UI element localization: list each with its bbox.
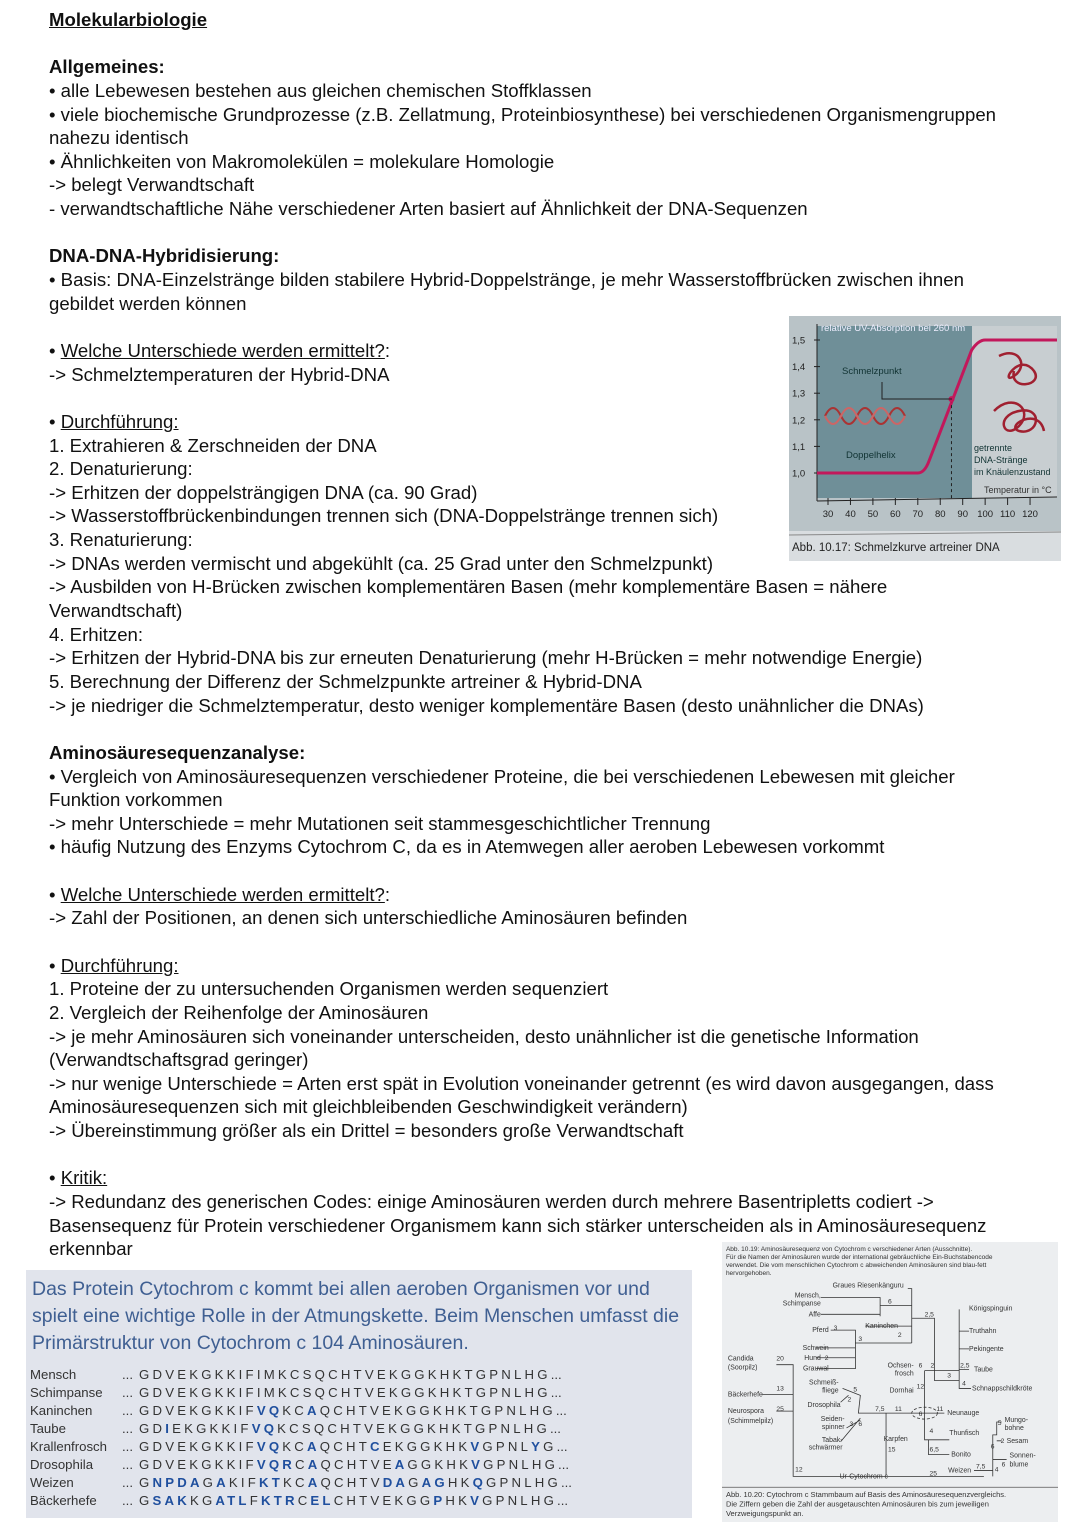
branch-length-label: 2 [930, 1362, 935, 1370]
text-line: -> DNAs werden vermischt und abgekühlt (ca. 25 Grad unter den Schmelzpunkt) [49, 552, 714, 574]
blank-line [49, 859, 996, 883]
x-axis-label: Temperatur in °C [984, 485, 1052, 495]
subsection-bullet: • [49, 954, 61, 976]
subsection-label: Welche Unterschiede werden ermittelt? [60, 339, 385, 361]
amino-acid-sequence: GNPDAGAKIFKTKCAQCHTVDAGAGHKQGPNLHG [139, 1475, 561, 1490]
text-line: Aminosäuresequenzen sich mit gleichbleibenden Geschwindigkeit verändern) [49, 1096, 688, 1118]
blank-line [49, 221, 996, 245]
ellipsis: ... [122, 1493, 133, 1508]
subsection-heading [49, 1166, 996, 1190]
amino-acid-sequence: GDVEKGKKIFIMKCSQCHTVEKGGKHKTGPNLHG [139, 1385, 551, 1400]
text-line: • alle Lebewesen bestehen aus gleichen chemischen Stoffklassen [49, 79, 592, 101]
text-line: 1. Extrahieren & Zerschneiden der DNA [49, 434, 377, 456]
branch-length-label: 15 [888, 1446, 896, 1454]
tree-species-label: Candida [727, 1355, 754, 1363]
sequence-row [30, 1420, 572, 1438]
sequence-row [30, 1456, 572, 1474]
figure-caption: Abb. 10.17: Schmelzkurve artreiner DNA [792, 542, 1000, 554]
tree-species-label: schwärmer [808, 1444, 843, 1452]
organism-name: Drosophila [30, 1457, 94, 1472]
text-line: (Verwandtschaftsgrad geringer) [49, 1049, 309, 1071]
text-line: -> Übereinstimmung größer als ein Drittel = besonders große Verwandtschaft [49, 1120, 684, 1142]
ellipsis: ... [549, 1421, 561, 1436]
text-line: -> je mehr Aminosäuren sich voneinander unterscheiden, desto unähnlicher ist die genetische Information [49, 1025, 919, 1047]
ellipsis: ... [550, 1367, 562, 1382]
tree-species-label: Pekingente [969, 1345, 1004, 1353]
tree-species-label: Ochsen- [887, 1362, 914, 1370]
tree-species-label: bohne [1004, 1424, 1024, 1432]
tree-species-label: Neunauge [947, 1410, 980, 1418]
blank-line [49, 717, 996, 741]
branch-length-label: 6,5 [929, 1446, 939, 1454]
tree-species-label: Drosophila [807, 1402, 841, 1410]
branch-length-label: 7,5 [875, 1406, 885, 1414]
text-line: -> Erhitzen der doppelsträngigen DNA (ca. 90 Grad) [49, 481, 478, 503]
sequence-table [30, 1366, 572, 1510]
branch-length-label: 3 [849, 1420, 854, 1428]
branch-length-label: 4 [994, 1466, 999, 1474]
tree-species-label: Königspinguin [969, 1305, 1013, 1313]
ellipsis: ... [122, 1421, 133, 1436]
text-line: • häufig Nutzung des Enzyms Cytochrom C, da es in Atemwegen aller aeroben Lebewesen vorkommt [49, 836, 885, 858]
tree-species-label: Kaninchen [865, 1323, 898, 1331]
tree-species-label: Bäckerhefe [727, 1391, 763, 1399]
ellipsis: ... [122, 1439, 133, 1454]
sequence-row [30, 1366, 572, 1384]
branch-length-label: 6 [1001, 1461, 1006, 1469]
text-line: Basensequenz für Protein verschiedener Organismem kann sich stärker unterscheiden als in Aminosäuresequenz [49, 1214, 987, 1236]
section-heading: Aminosäuresequenzanalyse: [49, 741, 306, 763]
tree-species-label: Hund [804, 1354, 821, 1362]
branch-length-label: 2 [824, 1354, 829, 1362]
branch-length-label: 2,5 [960, 1362, 970, 1370]
tree-species-label: Ur-Cytochrom c [839, 1473, 889, 1481]
text-line: nahezu identisch [49, 127, 189, 149]
branch-length-label: 5 [997, 1419, 1002, 1427]
x-tick-label: 120 [1022, 509, 1038, 520]
melting-curve-figure [789, 316, 1061, 561]
tree-species-label: Bonito [951, 1451, 971, 1459]
y-tick-label: 1,5 [792, 335, 806, 347]
y-tick-label: 1,4 [792, 362, 806, 374]
text-line: -> Erhitzen der Hybrid-DNA bis zur erneuten Denaturierung (mehr H-Brücken = mehr notwendige Energie) [49, 647, 923, 669]
branch-length-label: 12 [795, 1466, 803, 1474]
y-axis-label: relative UV-Absorption bei 260 nm [821, 323, 966, 334]
branch-length-label: 25 [929, 1470, 938, 1478]
subsection-bullet: • [49, 1167, 61, 1189]
branch-length-label: 2 [897, 1332, 902, 1340]
branch-length-label: 11 [894, 1406, 902, 1414]
tree-species-label: Neurospora [727, 1408, 765, 1416]
document-body [49, 8, 996, 1261]
cytochrome-sequence-figure [26, 1270, 692, 1518]
branch-length-label: 2 [847, 1396, 852, 1404]
organism-name: Taube [30, 1421, 66, 1436]
y-tick-label: 1,2 [792, 415, 806, 427]
organism-name: Schimpanse [30, 1385, 103, 1400]
x-tick-label: 50 [867, 509, 879, 520]
tree-species-label: Taube [974, 1366, 993, 1374]
tree-species-label: (Soorpilz) [727, 1364, 758, 1372]
subsection-heading [49, 954, 996, 978]
subsection-bullet: • [49, 883, 61, 905]
ellipsis: ... [558, 1457, 570, 1472]
amino-acid-sequence: GDVEKGKKIFVQKCAQCHTCEKGGKHKVGPNLYG [139, 1439, 557, 1454]
branch-length-label: 13 [776, 1385, 784, 1393]
ellipsis: ... [550, 1385, 562, 1400]
amino-acid-sequence: GDVEKGKKIFVQKCAQCHTVEKGGKHKTGPNLHG [139, 1403, 556, 1418]
tree-species-label: Schnappschildkröte [972, 1385, 1033, 1393]
branch-length-label: 3 [833, 1325, 838, 1333]
tree-species-label: Graues Riesenkänguru [832, 1282, 904, 1290]
melting-point-label: Schmelzpunkt [842, 366, 902, 377]
text-line: -> Redundanz des generischen Codes: einige Aminosäuren werden durch mehrere Basentripletts codiert -> [49, 1191, 934, 1213]
tree-species-label: Tabak- [821, 1436, 843, 1444]
blank-line [49, 1143, 996, 1167]
tree-species-label: Truthahn [969, 1328, 997, 1336]
subsection-bullet: • [49, 339, 61, 361]
branch-length-label: 7,5 [975, 1463, 986, 1471]
figure-caption-top: Abb. 10.19: Aminosäuresequenz von Cytochrom c verschiedener Arten (Ausschnitte). [725, 1246, 973, 1254]
text-line: Funktion vorkommen [49, 789, 223, 811]
phylogenetic-tree-figure [722, 1242, 1058, 1522]
y-tick-label: 1,1 [792, 441, 806, 453]
organism-name: Krallenfrosch [30, 1439, 107, 1454]
ellipsis: ... [557, 1493, 569, 1508]
branch-length-label: 4 [962, 1380, 966, 1388]
tree-species-label: Dornhai [889, 1387, 914, 1395]
figure-caption-top: hervorgehoben. [725, 1269, 772, 1277]
branch-length-label: 6 [888, 1298, 892, 1306]
tree-species-label: Pferd [812, 1327, 829, 1335]
figure-caption-bottom: Die Ziffern geben die Zahl der ausgetauschten Aminosäuren bis zum jeweiligen [725, 1499, 989, 1509]
text-line: -> nur wenige Unterschiede = Arten erst spät in Evolution voneinander getrennt (es wird davon ausgegangen, dass [49, 1072, 994, 1094]
text-line: -> je niedriger die Schmelztemperatur, desto weniger komplementäre Basen (desto unähnlicher die DNAs) [49, 694, 924, 716]
x-tick-label: 30 [822, 509, 834, 520]
branch-length-label: 12 [916, 1383, 925, 1391]
text-line: • viele biochemische Grundprozesse (z.B. Zellatmung, Proteinbiosynthese) bei verschiedenen Organismengruppen [49, 103, 997, 125]
subsection-bullet: • [49, 410, 61, 432]
ellipsis: ... [122, 1385, 133, 1400]
y-tick-label: 1,0 [792, 468, 806, 480]
figure-caption-bottom: Abb. 10.20: Cytochrom c Stammbaum auf Basis des Aminosäuresequenzvergleichs. [725, 1490, 1007, 1500]
text-line: • Basis: DNA-Einzelstränge bilden stabilere Hybrid-Doppelstränge, je mehr Wasserstoffbrücken zwischen ihnen [49, 269, 964, 291]
amino-acid-sequence: GDVEKGKKIFVQRCAQCHTVEAGGKHKVGPNLHG [139, 1457, 559, 1472]
amino-acid-sequence: GSAKKGATLFKTRCELCHTVEKGGPHKVGPNLHG [139, 1493, 558, 1508]
text-line: Verwandtschaft) [49, 600, 183, 622]
tree-species-label: Affe [808, 1311, 821, 1319]
sequence-row [30, 1474, 572, 1492]
separated-label-3: im Knäulenzustand [974, 467, 1051, 477]
branch-length-label: 3 [858, 1335, 863, 1343]
text-line: • Ähnlichkeiten von Makromolekülen = molekulare Homologie [49, 150, 555, 172]
x-tick-label: 80 [934, 509, 946, 520]
tree-species-label: Karpfen [883, 1435, 908, 1443]
text-line: -> belegt Verwandtschaft [49, 174, 255, 196]
branch-length-label: 4 [929, 1427, 934, 1435]
section-heading: Allgemeines: [49, 56, 165, 78]
branch-length-label: 6 [918, 1411, 923, 1419]
figure-caption-bottom: Verzweigungspunkt an. [725, 1508, 804, 1518]
ellipsis: ... [556, 1439, 568, 1454]
figure-caption-top: Für die Namen der Aminosäuren wurde der international gebräuchliche Ein-Buchstabencode [725, 1253, 993, 1261]
subsection-label: Durchführung: [60, 954, 179, 976]
text-line: 3. Renaturierung: [49, 529, 193, 551]
text-line: - verwandtschaftliche Nähe verschiedener Arten basiert auf Ähnlichkeit der DNA-Sequenzen [49, 198, 808, 220]
sequence-row [30, 1438, 572, 1456]
tree-species-label: Grauwal [803, 1365, 829, 1373]
tree-species-label: Sesam [1006, 1437, 1029, 1445]
x-tick-label: 40 [845, 509, 856, 520]
text-line: 2. Vergleich der Reihenfolge der Aminosäuren [49, 1001, 429, 1023]
figure-caption-top: verwendet. Die vom menschlichen Cytochrom c abweichenden Aminosäuren sind blau-fett [725, 1261, 987, 1269]
subsection-heading [49, 883, 996, 907]
ellipsis: ... [555, 1403, 567, 1418]
x-tick-label: 110 [1000, 509, 1016, 520]
text-line: erkennbar [49, 1238, 133, 1260]
ellipsis: ... [122, 1403, 133, 1418]
blank-line [49, 930, 996, 954]
branch-length-label: 6 [990, 1443, 995, 1451]
organism-name: Bäckerhefe [30, 1493, 97, 1508]
tree-species-label: Mungo- [1004, 1417, 1029, 1425]
sequence-row [30, 1384, 572, 1402]
text-line: 4. Erhitzen: [49, 623, 144, 645]
subsection-suffix: : [384, 883, 391, 905]
text-line: 5. Berechnung der Differenz der Schmelzpunkte artreiner & Hybrid-DNA [49, 670, 642, 692]
x-tick-label: 90 [957, 509, 968, 520]
x-tick-label: 100 [977, 509, 994, 520]
text-line: gebildet werden können [49, 292, 247, 314]
tree-species-label: Schmeiß- [809, 1379, 839, 1387]
branch-length-label: 25 [776, 1406, 784, 1414]
ellipsis: ... [122, 1475, 133, 1490]
helix-label: Doppelhelix [846, 450, 896, 461]
section-heading: DNA-DNA-Hybridisierung: [49, 245, 280, 267]
tree-species-label: blume [1009, 1461, 1029, 1469]
x-tick-label: 70 [912, 509, 924, 520]
tree-species-label: Schwein [802, 1344, 829, 1352]
branch-length-label: 5 [853, 1386, 858, 1394]
text-line: 1. Proteine der zu untersuchenden Organismen werden sequenziert [49, 978, 609, 1000]
figure-intro-text: Das Protein Cytochrom c kommt bei allen aeroben Organismen vor und spielt eine wichtige Rolle in der Atmungskette. Beim Menschen umfasst die Primärstruktur von Cytochrom c 104 Aminosäuren. [32, 1278, 680, 1354]
tree-species-label: spinner [821, 1423, 845, 1431]
separated-label-2: DNA-Stränge [974, 455, 1028, 465]
separated-label-1: getrennte [974, 443, 1013, 453]
branch-length-label: 6 [918, 1362, 923, 1370]
tree-species-label: fliege [822, 1387, 839, 1395]
organism-name: Mensch [30, 1367, 77, 1382]
organism-name: Kaninchen [30, 1403, 93, 1418]
text-line: • Vergleich von Aminosäuresequenzen verschiedener Proteine, die bei verschiedenen Lebewesen mit gleicher [49, 765, 955, 787]
text-line: -> Schmelztemperaturen der Hybrid-DNA [49, 363, 390, 385]
x-tick-label: 60 [890, 509, 901, 520]
amino-acid-sequence: GDIEKGKKIFVQKCSQCHTVEKGGKHKTGPNLHG [139, 1421, 550, 1436]
sequence-row [30, 1492, 572, 1510]
ellipsis: ... [560, 1475, 572, 1490]
branch-length-label: 2,5 [924, 1311, 934, 1319]
branch-length-label: 20 [776, 1355, 784, 1363]
tree-species-label: Mensch, [794, 1292, 821, 1300]
tree-species-label: Schimpanse [782, 1300, 821, 1308]
tree-species-label: frosch [894, 1370, 914, 1378]
subsection-label: Welche Unterschiede werden ermittelt? [60, 883, 385, 905]
text-line: -> Wasserstoffbrückenbindungen trennen sich (DNA-Doppelstränge trennen sich) [49, 505, 719, 527]
tree-branches [762, 1289, 1007, 1477]
page-title: Molekularbiologie [49, 9, 208, 30]
tree-species-label: Sonnen- [1009, 1452, 1036, 1460]
branch-length-label: 3 [947, 1372, 952, 1380]
y-tick-label: 1,3 [792, 388, 806, 400]
branch-length-label: 6 [858, 1420, 863, 1428]
tree-species-label: Weizen [948, 1467, 972, 1475]
subsection-suffix: : [384, 339, 391, 361]
tree-species-label: Seiden- [820, 1416, 845, 1424]
caption-divider [789, 532, 1061, 535]
ellipsis: ... [122, 1367, 133, 1382]
subsection-label: Kritik: [60, 1167, 108, 1189]
tree-species-label: (Schimmelpilz) [727, 1418, 774, 1426]
amino-acid-sequence: GDVEKGKKIFIMKCSQCHTVEKGGKHKTGPNLHG [139, 1367, 551, 1382]
organism-name: Weizen [30, 1475, 74, 1490]
branch-length-label: 2 [1000, 1437, 1005, 1445]
text-line: -> Ausbilden von H-Brücken zwischen komplementären Basen (mehr komplementäre Basen = nähere [49, 576, 888, 598]
text-line: -> mehr Unterschiede = mehr Mutationen seit stammesgeschichtlicher Trennung [49, 812, 711, 834]
text-line: -> Zahl der Positionen, an denen sich unterschiedliche Aminosäuren befinden [49, 907, 688, 929]
subsection-label: Durchführung: [60, 410, 179, 432]
blank-line [49, 32, 996, 56]
sequence-row [30, 1402, 572, 1420]
branch-length-label: 11 [936, 1406, 944, 1414]
text-line: 2. Denaturierung: [49, 458, 193, 480]
ellipsis: ... [122, 1457, 133, 1472]
tree-species-label: Thunfisch [949, 1429, 980, 1437]
